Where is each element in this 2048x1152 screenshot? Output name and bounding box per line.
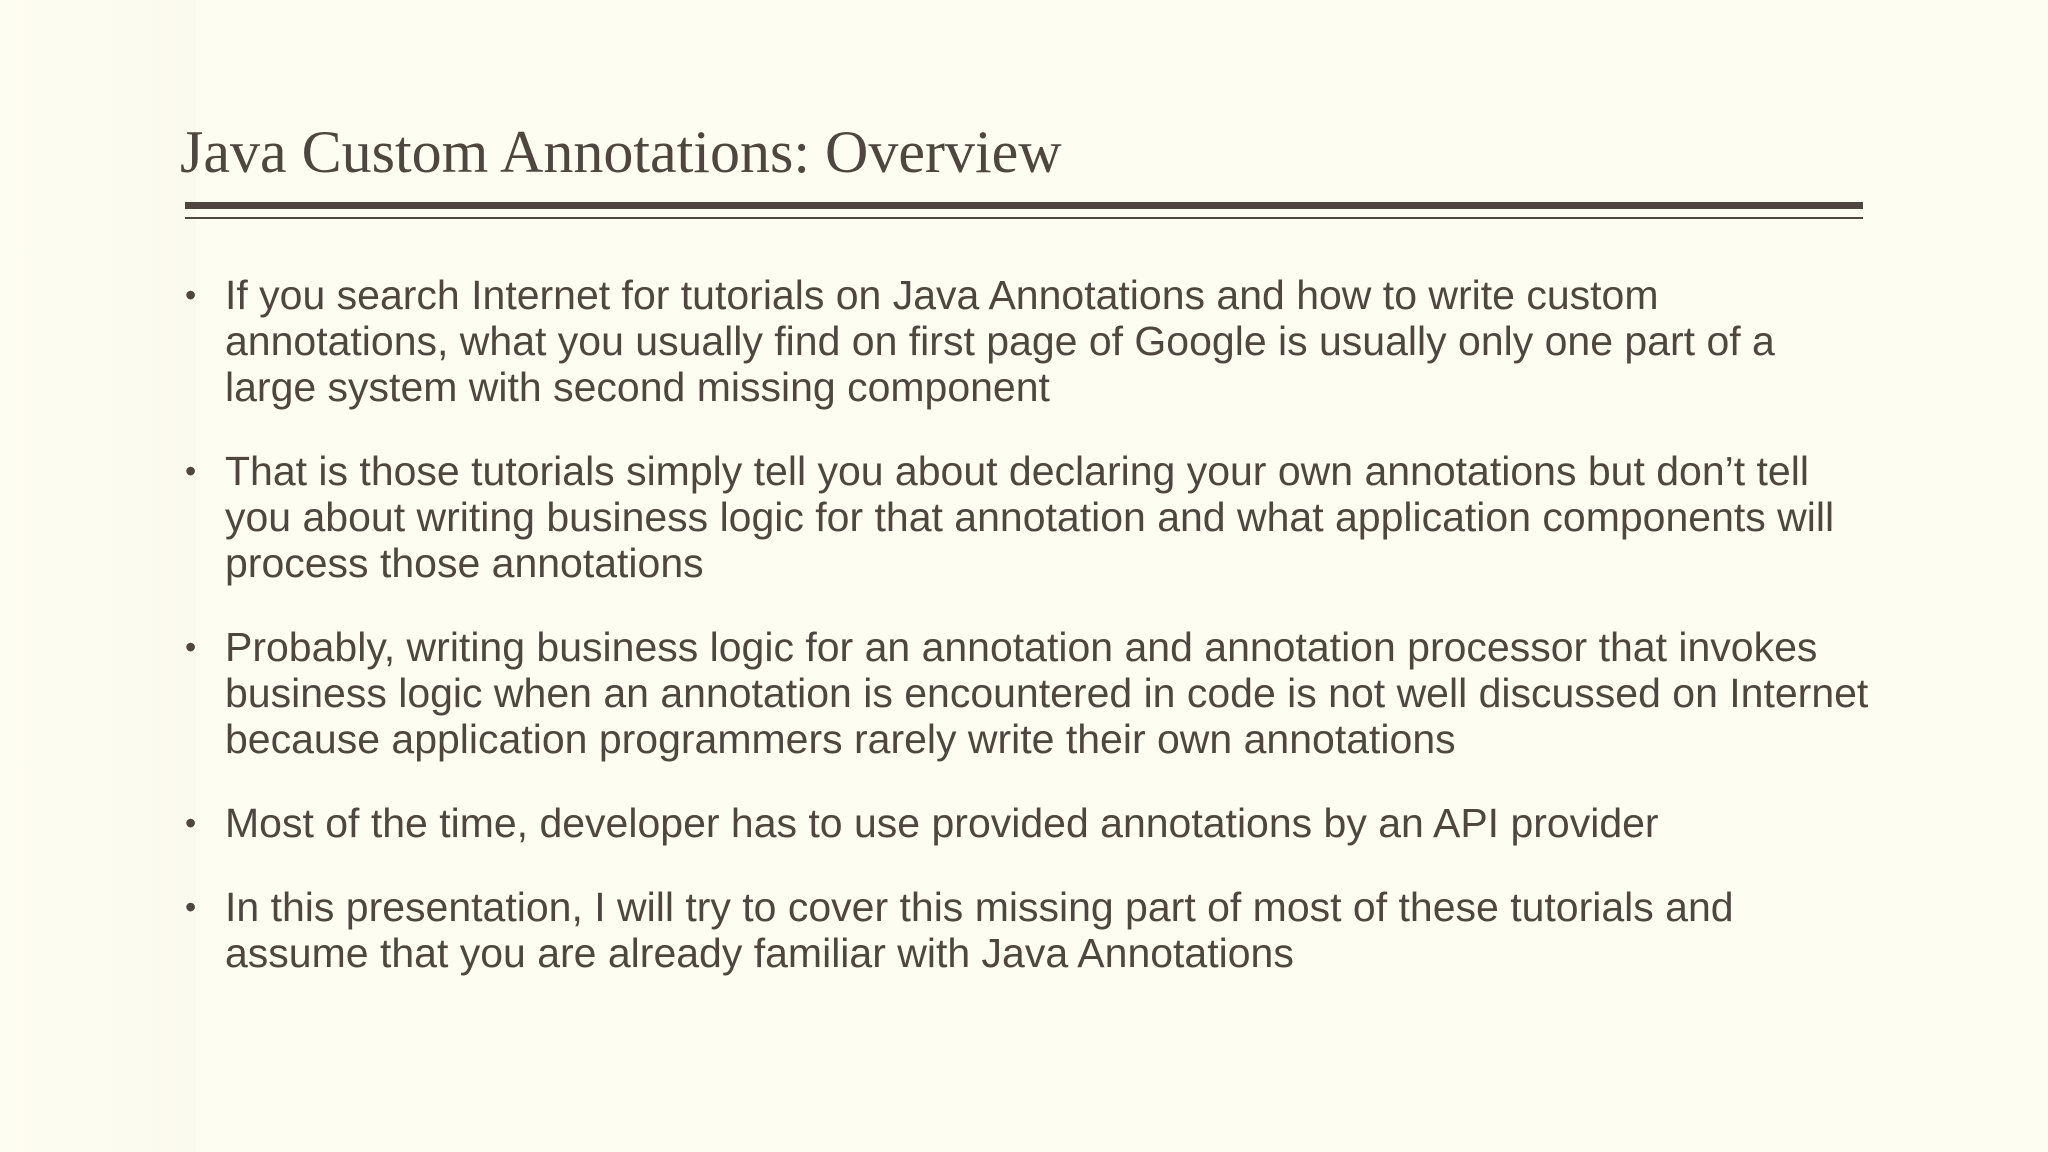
bullet-item bbox=[185, 624, 1875, 762]
title-underline-thin bbox=[185, 217, 1863, 219]
bullet-text: Probably, writing business logic for an annotation and annotation processor that invokes business logic when an annotation is encountered in code is not well discussed on Internet because application programmers rarely write their own annotations bbox=[225, 624, 1869, 762]
bullet-marker: • bbox=[185, 277, 197, 313]
bullet-text: In this presentation, I will try to cover this missing part of most of these tutorials and assume that you are already familiar with Java Annotations bbox=[225, 884, 1734, 976]
bullet-text: Most of the time, developer has to use provided annotations by an API provider bbox=[225, 800, 1659, 846]
bullet-marker: • bbox=[185, 629, 197, 665]
left-margin-shade bbox=[0, 0, 196, 1152]
bullet-item bbox=[185, 448, 1875, 586]
bullet-item bbox=[185, 884, 1875, 976]
bullet-text: If you search Internet for tutorials on Java Annotations and how to write custom annotations, what you usually find on first page of Google is usually only one part of a large system with second missing component bbox=[225, 272, 1775, 410]
bullet-item bbox=[185, 800, 1875, 846]
title-underline-thick bbox=[185, 202, 1863, 209]
bullet-list bbox=[185, 272, 1875, 1014]
bullet-marker: • bbox=[185, 889, 197, 925]
bullet-marker: • bbox=[185, 453, 197, 489]
bullet-text: That is those tutorials simply tell you about declaring your own annotations but don’t tell you about writing business logic for that annotation and what application components will process those annotations bbox=[225, 448, 1835, 586]
slide-title: Java Custom Annotations: Overview bbox=[180, 119, 1062, 185]
bullet-marker: • bbox=[185, 805, 197, 841]
bullet-item bbox=[185, 272, 1875, 410]
